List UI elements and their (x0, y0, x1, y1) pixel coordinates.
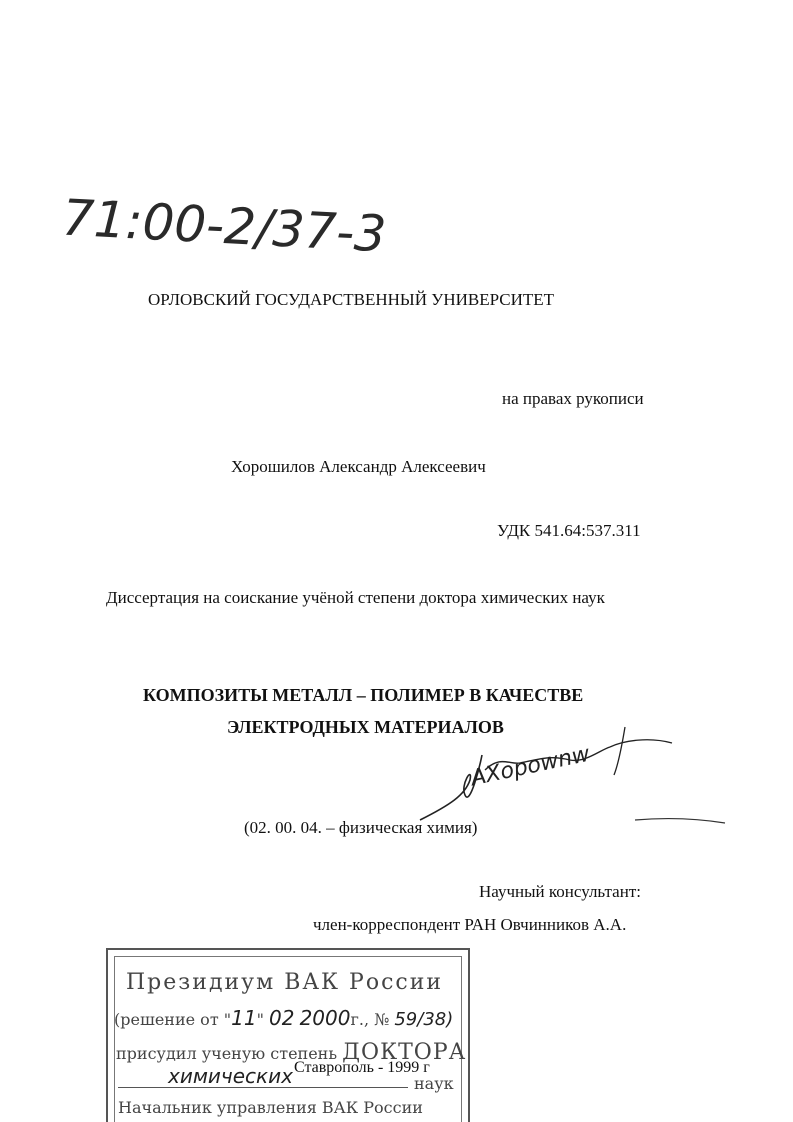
consultant-label: Научный консультант: (479, 882, 641, 901)
stamp-decision-prefix: (решение от " (114, 1010, 232, 1029)
stamp-title: Президиум ВАК России (126, 970, 444, 995)
vak-stamp (106, 948, 470, 1122)
thesis-title-line-2: ЭЛЕКТРОДНЫХ МАТЕРИАЛОВ (227, 717, 504, 737)
stamp-head: Начальник управления ВАК России (118, 1098, 423, 1117)
author-name: Хорошилов Александр Алексеевич (231, 457, 486, 476)
stamp-decision-day: 11 (231, 1006, 257, 1030)
stamp-decision-suffix: г., № (350, 1010, 390, 1029)
university-name: ОРЛОВСКИЙ ГОСУДАРСТВЕННЫЙ УНИВЕРСИТЕТ (148, 290, 555, 309)
stamp-decision-month: 02 (269, 1006, 295, 1030)
stamp-decision-sep: " (256, 1010, 264, 1029)
dissertation-note: Диссертация на соискание учёной степени доктора химических наук (106, 588, 605, 607)
stamp-sciences: наук (414, 1074, 454, 1093)
stamp-field: химических (168, 1064, 293, 1088)
consultant-name: член-корреспондент РАН Овчинников А.А. (313, 915, 627, 934)
udc-code: УДК 541.64:537.311 (497, 521, 641, 540)
city-year: Ставрополь - 1999 г (294, 1059, 430, 1076)
stamp-field-underline (118, 1087, 408, 1088)
stamp-awarded: присудил ученую степень (116, 1044, 338, 1063)
stamp-decision-number: 59/38) (394, 1009, 454, 1030)
thesis-title-line-1: КОМПОЗИТЫ МЕТАЛЛ – ПОЛИМЕР В КАЧЕСТВЕ (143, 685, 584, 705)
stamp-degree: ДОКТОРА (342, 1040, 467, 1065)
stamp-decision-line (114, 1006, 453, 1030)
archive-code: 71:00-2/37-3 (60, 188, 388, 264)
specialty-code: (02. 00. 04. – физическая химия) (244, 818, 478, 837)
manuscript-note: на правах рукописи (502, 389, 644, 408)
signature-text: AXopownw (468, 741, 593, 792)
stamp-decision-year: 2000 (299, 1006, 351, 1030)
